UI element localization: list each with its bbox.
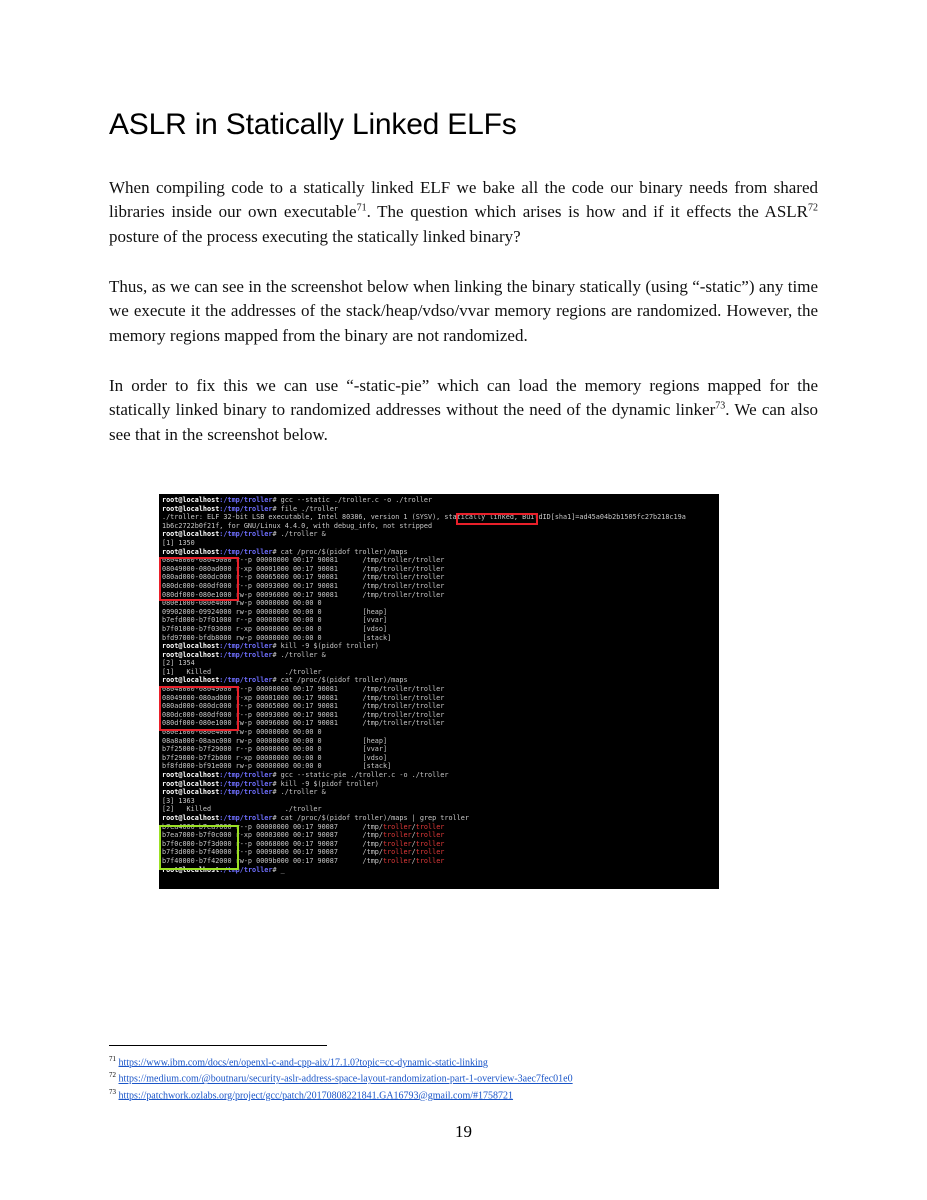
terminal-text: / — [411, 831, 416, 840]
terminal-line — [162, 651, 718, 660]
terminal-text: 080ad000-080dc000 r--p 00065000 00:17 90081 /tmp/troller/troller — [162, 573, 445, 582]
pie-regions-highlight-box — [159, 825, 239, 870]
footnote-number: 72 — [109, 1071, 116, 1080]
footnote-72 — [109, 1069, 573, 1085]
terminal-command: # kill -9 $(pidof troller) — [272, 642, 379, 651]
terminal-text: b7f01000-b7f03000 r-xp 00000000 00:00 0 [vdso] — [162, 624, 388, 633]
terminal-line — [162, 676, 718, 685]
terminal-line — [162, 582, 718, 591]
terminal-text: troller — [382, 848, 412, 857]
terminal-text: 09902000-09924000 rw-p 00000000 00:00 0 [heap] — [162, 607, 388, 616]
paragraph-static-elf — [109, 176, 818, 249]
terminal-command: # kill -9 $(pidof troller) — [272, 779, 379, 788]
terminal-text: 080e1000-080e4000 rw-p 00000000 00:00 0 — [162, 599, 322, 608]
terminal-line — [162, 745, 718, 754]
terminal-line — [162, 840, 718, 849]
terminal-command: # file ./troller — [272, 504, 338, 513]
prompt-user: root@localhost — [162, 788, 220, 797]
terminal-text: troller — [415, 856, 445, 865]
footnote-divider — [109, 1045, 327, 1046]
footnote-71 — [109, 1053, 573, 1069]
terminal-text: [2] 1354 — [162, 659, 195, 668]
terminal-text: / — [411, 848, 416, 857]
prompt-user: root@localhost — [162, 547, 220, 556]
footnote-number: 73 — [109, 1087, 116, 1096]
terminal-line — [162, 823, 718, 832]
paragraph-text: . The question which arises is how and if it effects the ASLR — [366, 202, 808, 222]
terminal-line — [162, 780, 718, 789]
footnote-link[interactable]: https://www.ibm.com/docs/en/openxl-c-and-cpp-aix/17.1.0?topic=cc-dynamic-static-linking — [118, 1057, 488, 1069]
terminal-text: / — [411, 822, 416, 831]
terminal-line — [162, 625, 718, 634]
binary-regions-highlight-box — [159, 686, 239, 731]
terminal-text: troller — [415, 822, 445, 831]
terminal-line — [162, 496, 718, 505]
terminal-line — [162, 814, 718, 823]
terminal-command: # ./troller & — [272, 530, 326, 539]
terminal-command: # gcc --static-pie ./troller.c -o ./troller — [272, 771, 449, 779]
terminal-command: # cat /proc/$(pidof troller)/maps — [272, 676, 408, 685]
terminal-text: [2] Killed ./troller — [162, 805, 322, 814]
terminal-line — [162, 668, 718, 677]
terminal-text: 080dc000-080df000 r--p 00093000 00:17 90081 /tmp/troller/troller — [162, 710, 445, 719]
terminal-text: 08049000-080ad000 r-xp 00001000 00:17 90081 /tmp/troller/troller — [162, 564, 445, 573]
terminal-text: troller — [382, 856, 412, 865]
terminal-text: 08a8a000-08aac000 rw-p 00000000 00:00 0 [heap] — [162, 736, 388, 745]
prompt-path: :/tmp/troller — [219, 813, 273, 822]
footnotes — [109, 1053, 573, 1102]
terminal-line — [162, 616, 718, 625]
prompt-user: root@localhost — [162, 813, 220, 822]
terminal-text: bf8fd000-bf91e000 rw-p 00000000 00:00 0 [stack] — [162, 762, 392, 771]
footnote-ref[interactable]: 73 — [715, 400, 726, 412]
prompt-user: root@localhost — [162, 504, 220, 513]
terminal-text: troller — [415, 831, 445, 840]
terminal-line — [162, 857, 718, 866]
terminal-text: 080df000-080e1000 rw-p 00096000 00:17 90081 /tmp/troller/troller — [162, 719, 445, 728]
terminal-screenshot — [159, 494, 719, 889]
paragraph-text: In order to fix this we can use “-static-pie” which can load the memory regions mapped for the statically linked binary to randomized addresses without the need of the dynamic linker — [109, 376, 818, 420]
prompt-path: :/tmp/troller — [219, 771, 273, 779]
terminal-text: / — [411, 839, 416, 848]
prompt-user: root@localhost — [162, 676, 220, 685]
terminal-command: # ./troller & — [272, 650, 326, 659]
terminal-line — [162, 702, 718, 711]
terminal-line — [162, 608, 718, 617]
terminal-line — [162, 719, 718, 728]
footnote-link[interactable]: https://patchwork.ozlabs.org/project/gcc/patch/20170808221841.GA16793@gmail.com/#1758721 — [118, 1089, 514, 1101]
page-number: 19 — [455, 1122, 472, 1141]
terminal-text: 08049000-080ad000 r-xp 00001000 00:17 90081 /tmp/troller/troller — [162, 693, 445, 702]
prompt-path: :/tmp/troller — [219, 547, 273, 556]
terminal-text: / — [411, 856, 416, 865]
prompt-path: :/tmp/troller — [219, 779, 273, 788]
statically-linked-highlight-box — [456, 513, 538, 525]
page-title: ASLR in Statically Linked ELFs — [109, 108, 517, 141]
terminal-text: b7f3d000-b7f40000 r--p 00098000 00:17 90087 /tmp/ — [162, 848, 383, 857]
terminal-line — [162, 573, 718, 582]
prompt-path: :/tmp/troller — [219, 642, 273, 651]
terminal-line — [162, 831, 718, 840]
paragraph-text: . We can also see that in the screenshot below. — [109, 400, 819, 444]
prompt-user: root@localhost — [162, 865, 220, 874]
terminal-line — [162, 805, 718, 814]
terminal-line — [162, 642, 718, 651]
terminal-line — [162, 788, 718, 797]
prompt-path: :/tmp/troller — [219, 504, 273, 513]
footnote-link[interactable]: https://medium.com/@boutnaru/security-aslr-address-space-layout-randomization-part-1-overview-3aec7fec01e0 — [118, 1073, 573, 1085]
paragraph-static-randomization — [109, 275, 818, 348]
terminal-line — [162, 539, 718, 548]
terminal-command: # cat /proc/$(pidof troller)/maps | grep troller — [272, 813, 469, 822]
terminal-line — [162, 711, 718, 720]
paragraph-static-pie — [109, 374, 818, 447]
terminal-text: b7efd000-b7f01000 r--p 00000000 00:00 0 [vvar] — [162, 616, 388, 625]
terminal-line — [162, 848, 718, 857]
terminal-line — [162, 762, 718, 771]
footnote-ref[interactable]: 71 — [356, 202, 367, 214]
terminal-line — [162, 737, 718, 746]
terminal-text: 1b6c2722b0f21f, for GNU/Linux 4.4.0, with debug_info, not stripped — [162, 521, 433, 530]
terminal-line — [162, 728, 718, 737]
terminal-line — [162, 797, 718, 806]
terminal-line — [162, 556, 718, 565]
prompt-path: :/tmp/troller — [219, 676, 273, 685]
terminal-text: 08048000-08049000 r--p 00000000 00:17 90081 /tmp/troller/troller — [162, 685, 445, 694]
terminal-line — [162, 530, 718, 539]
paragraph-text: Thus, as we can see in the screenshot below when linking the binary statically (using “-static”) any time we execute it the addresses of the stack/heap/vdso/vvar memory regions are randomized. However, the memory regions mapped from the binary are not randomized. — [109, 277, 818, 345]
terminal-text: [3] 1363 — [162, 796, 195, 805]
terminal-line — [162, 685, 718, 694]
terminal-line — [162, 565, 718, 574]
terminal-line — [162, 659, 718, 668]
terminal-text: b7ea4000-b7ea7000 r--p 00000000 00:17 90087 /tmp/ — [162, 822, 383, 831]
prompt-user: root@localhost — [162, 650, 220, 659]
prompt-user: root@localhost — [162, 496, 220, 504]
prompt-user: root@localhost — [162, 530, 220, 539]
terminal-text: b7f25000-b7f29000 r--p 00000000 00:00 0 [vvar] — [162, 745, 388, 754]
terminal-line — [162, 513, 718, 522]
prompt-user: root@localhost — [162, 771, 220, 779]
paragraph-text: When compiling code to a statically linked ELF we bake all the code our binary needs from shared libraries inside our own executable — [109, 178, 818, 222]
prompt-user: root@localhost — [162, 642, 220, 651]
terminal-line — [162, 866, 718, 875]
terminal-text: troller — [382, 839, 412, 848]
footnote-number: 71 — [109, 1055, 116, 1063]
terminal-text: b7f40000-b7f42000 rw-p 0009b000 00:17 90087 /tmp/ — [162, 856, 383, 865]
terminal-command: # cat /proc/$(pidof troller)/maps — [272, 547, 408, 556]
terminal-text: b7f0c000-b7f3d000 r--p 00068000 00:17 90087 /tmp/ — [162, 839, 383, 848]
terminal-text: b7ea7000-b7f0c000 r-xp 00003000 00:17 90087 /tmp/ — [162, 831, 383, 840]
terminal-line — [162, 591, 718, 600]
paragraph-text: posture of the process executing the statically linked binary? — [109, 226, 521, 246]
terminal-output — [162, 496, 718, 874]
terminal-text: [1] Killed ./troller — [162, 667, 322, 676]
terminal-line — [162, 548, 718, 557]
terminal-line — [162, 522, 718, 531]
terminal-text: b7f29000-b7f2b000 r-xp 00000000 00:00 0 [vdso] — [162, 753, 388, 762]
terminal-command: # _ — [272, 865, 285, 874]
terminal-text: 08048000-08049000 r--p 00000000 00:17 90081 /tmp/troller/troller — [162, 556, 445, 565]
terminal-text: [1] 1350 — [162, 538, 195, 547]
terminal-text: troller — [415, 848, 445, 857]
terminal-line — [162, 771, 718, 780]
terminal-command: # gcc --static ./troller.c -o ./troller — [272, 496, 433, 504]
terminal-text: 080df000-080e1000 rw-p 00096000 00:17 90081 /tmp/troller/troller — [162, 590, 445, 599]
terminal-text: ./troller: ELF 32-bit LSB executable, Intel 80386, version 1 (SYSV), statically linked, BuildID[sha1]=ad45a04b2b1505fc27b218c19a — [162, 513, 686, 522]
prompt-user: root@localhost — [162, 779, 220, 788]
terminal-line — [162, 599, 718, 608]
prompt-path: :/tmp/troller — [219, 865, 273, 874]
prompt-path: :/tmp/troller — [219, 530, 273, 539]
terminal-text: 080dc000-080df000 r--p 00093000 00:17 90081 /tmp/troller/troller — [162, 581, 445, 590]
terminal-text: troller — [382, 831, 412, 840]
terminal-text: troller — [415, 839, 445, 848]
terminal-text: troller — [382, 822, 412, 831]
terminal-text: bfd97000-bfdb8000 rw-p 00000000 00:00 0 [stack] — [162, 633, 392, 642]
footnote-73 — [109, 1086, 573, 1102]
terminal-line — [162, 694, 718, 703]
terminal-text: 080ad000-080dc000 r--p 00065000 00:17 90081 /tmp/troller/troller — [162, 702, 445, 711]
terminal-line — [162, 634, 718, 643]
terminal-command: # ./troller & — [272, 788, 326, 797]
prompt-path: :/tmp/troller — [219, 650, 273, 659]
prompt-path: :/tmp/troller — [219, 788, 273, 797]
binary-regions-highlight-box — [159, 557, 239, 601]
terminal-line — [162, 754, 718, 763]
terminal-text: 080e1000-080e4000 rw-p 00000000 00:00 0 — [162, 728, 322, 737]
terminal-line — [162, 505, 718, 514]
prompt-path: :/tmp/troller — [219, 496, 273, 504]
footnote-ref[interactable]: 72 — [808, 202, 818, 214]
